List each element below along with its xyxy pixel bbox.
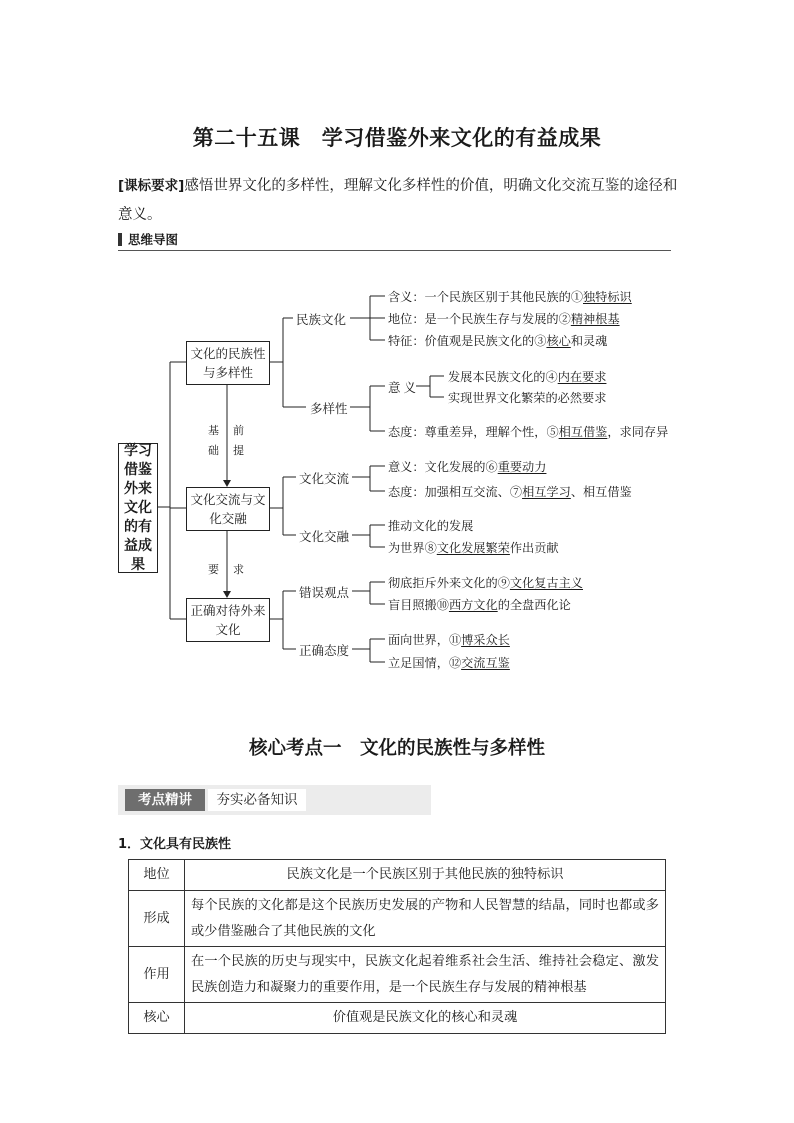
leaf-number: ⑥ xyxy=(485,460,498,474)
topic-label: 文化的民族性与多样性 xyxy=(190,346,266,380)
leaf-bocai-zhongchang xyxy=(388,631,510,648)
leaf-text: 意义：文化发展的 xyxy=(388,460,486,474)
section-banner xyxy=(118,785,431,815)
relation-label-jichu: 基础 xyxy=(208,424,219,457)
leaf-tuidong-fazhan xyxy=(388,517,473,534)
requirement-text: 感悟世界文化的多样性，理解文化多样性的价值，明确文化交流互鉴的途径和意义。 xyxy=(118,178,678,223)
relation-label-qianti: 前提 xyxy=(233,424,244,457)
leaf-jiaoliu-yiyi xyxy=(388,458,546,475)
leaf-number: ③ xyxy=(534,334,547,348)
subheading: 1．文化具有民族性 xyxy=(118,837,232,852)
subtopic-duoyangxing: 多样性 xyxy=(310,401,348,416)
leaf-hanyi xyxy=(388,288,632,305)
table-value: 在一个民族的历史与现实中，民族文化起着维系社会生活、维持社会稳定、激发民族创造力和凝聚力的重要作用，是一个民族生存与发展的精神根基 xyxy=(185,947,666,1003)
leaf-number: ⑩ xyxy=(436,598,449,612)
leaf-keyword: 独特标识 xyxy=(583,290,632,304)
table-value: 民族文化是一个民族区别于其他民族的独特标识 xyxy=(185,860,666,891)
leaf-keyword: 交流互鉴 xyxy=(461,656,510,670)
table-value: 每个民族的文化都是这个民族历史发展的产物和人民智慧的结晶，同时也都或多或少借鉴融合了其他民族的文化 xyxy=(185,891,666,947)
leaf-text: 推动文化的发展 xyxy=(388,519,474,533)
leaf-keyword: 相互学习 xyxy=(522,485,571,499)
leaf-text: 彻底拒斥外来文化的 xyxy=(388,576,498,590)
subtopic-wenhua-jiaorong: 文化交融 xyxy=(299,529,350,544)
leaf-number: ⑪ xyxy=(448,633,462,647)
mindmap-root-box xyxy=(118,443,158,573)
leaf-text: 盲目照搬 xyxy=(388,598,437,612)
leaf-keyword: 内在要求 xyxy=(557,370,607,384)
leaf-number: ⑨ xyxy=(497,576,510,590)
leaf-keyword: 西方文化 xyxy=(448,598,498,612)
leaf-text: 面向世界， xyxy=(388,633,449,647)
leaf-number: ⑧ xyxy=(424,541,437,555)
leaf-text: 和灵魂 xyxy=(570,334,608,348)
table-key: 形成 xyxy=(129,891,185,947)
leaf-number: ⑤ xyxy=(546,425,559,439)
table-key: 地位 xyxy=(129,860,185,891)
leaf-keyword: 博采众长 xyxy=(461,633,510,647)
banner-light-label: 夯实必备知识 xyxy=(208,789,306,811)
leaf-text: 地位：是一个民族生存与发展的 xyxy=(388,312,559,326)
topic-box-exchange-fusion xyxy=(186,487,270,531)
leaf-keyword: 核心 xyxy=(546,334,571,348)
table-value: 价值观是民族文化的核心和灵魂 xyxy=(185,1003,666,1034)
topic-box-foreign-culture xyxy=(186,598,270,642)
leaf-tezheng xyxy=(388,332,607,349)
subtopic-wenhua-jiaoliu: 文化交流 xyxy=(299,471,350,486)
leaf-text: 为世界 xyxy=(388,541,425,555)
banner-dark-label: 考点精讲 xyxy=(125,789,205,811)
leaf-quanpan-xihua xyxy=(388,596,571,613)
leaf-text: 的全盘西化论 xyxy=(497,598,571,612)
leaf-number: ⑦ xyxy=(509,485,523,499)
subtopic-cuowu-guandian: 错误观点 xyxy=(299,585,350,600)
leaf-text: ，求同存异 xyxy=(607,425,669,439)
subtopic-minzu-wenhua: 民族文化 xyxy=(296,312,347,327)
leaf-text: 态度：加强相互交流、 xyxy=(388,485,510,499)
leaf-zuochu-gongxian xyxy=(388,539,559,556)
leaf-text: 发展本民族文化的 xyxy=(448,370,546,384)
table-key: 作用 xyxy=(129,947,185,1003)
leaf-taidu-duoyang xyxy=(388,423,668,440)
leaf-number: ④ xyxy=(545,370,558,384)
relation-label-yaoqiu: 要求 xyxy=(208,563,258,576)
mindmap-header-label: 思维导图 xyxy=(128,232,179,247)
section-title: 核心考点一 文化的民族性与多样性 xyxy=(248,738,545,759)
leaf-jiaoliu-taidu xyxy=(388,483,632,500)
topic-label: 正确对待外来文化 xyxy=(190,603,266,637)
leaf-fugu-zhuyi xyxy=(388,574,583,591)
subtopic-zhengque-taidu: 正确态度 xyxy=(299,643,350,658)
knowledge-table xyxy=(128,859,666,1034)
leaf-text: 立足国情， xyxy=(388,656,449,670)
topic-box-nationality-diversity xyxy=(186,341,270,385)
leaf-keyword: 重要动力 xyxy=(497,460,547,474)
leaf-text: 、相互借鉴 xyxy=(570,485,632,499)
leaf-text: 态度：尊重差异，理解个性， xyxy=(388,425,547,439)
topic-label: 文化交流与文化交融 xyxy=(190,492,266,526)
leaf-keyword: 文化发展繁荣 xyxy=(436,541,510,555)
leaf-text: 作出贡献 xyxy=(509,541,559,555)
table-key: 核心 xyxy=(129,1003,185,1034)
table-row xyxy=(129,860,666,891)
leaf-keyword: 精神根基 xyxy=(570,312,620,326)
requirement-tag: [课标要求] xyxy=(118,178,185,194)
leaf-jiaoliu-hujian xyxy=(388,654,510,671)
root-label: 学习借鉴外来文化的有益成果 xyxy=(124,442,152,573)
leaf-number: ① xyxy=(570,290,583,304)
lesson-title: 第二十五课 学习借鉴外来文化的有益成果 xyxy=(192,126,602,150)
leaf-text: 含义：一个民族区别于其他民族的 xyxy=(388,290,571,304)
leaf-biran-yaoqiu xyxy=(448,389,606,406)
leaf-text: 特征：价值观是民族文化的 xyxy=(388,334,535,348)
leaf-text: 实现世界文化繁荣的必然要求 xyxy=(448,391,607,405)
table-row xyxy=(129,947,666,1003)
leaf-neizai-yaoqiu xyxy=(448,368,606,385)
table-row xyxy=(129,891,666,947)
leaf-number: ⑫ xyxy=(448,656,462,670)
leaf-keyword: 相互借鉴 xyxy=(558,425,608,439)
yiyi-label: 意义 xyxy=(388,380,420,395)
leaf-keyword: 文化复古主义 xyxy=(509,576,583,590)
table-row xyxy=(129,1003,666,1034)
leaf-number: ② xyxy=(558,312,571,326)
leaf-diwei xyxy=(388,310,620,327)
